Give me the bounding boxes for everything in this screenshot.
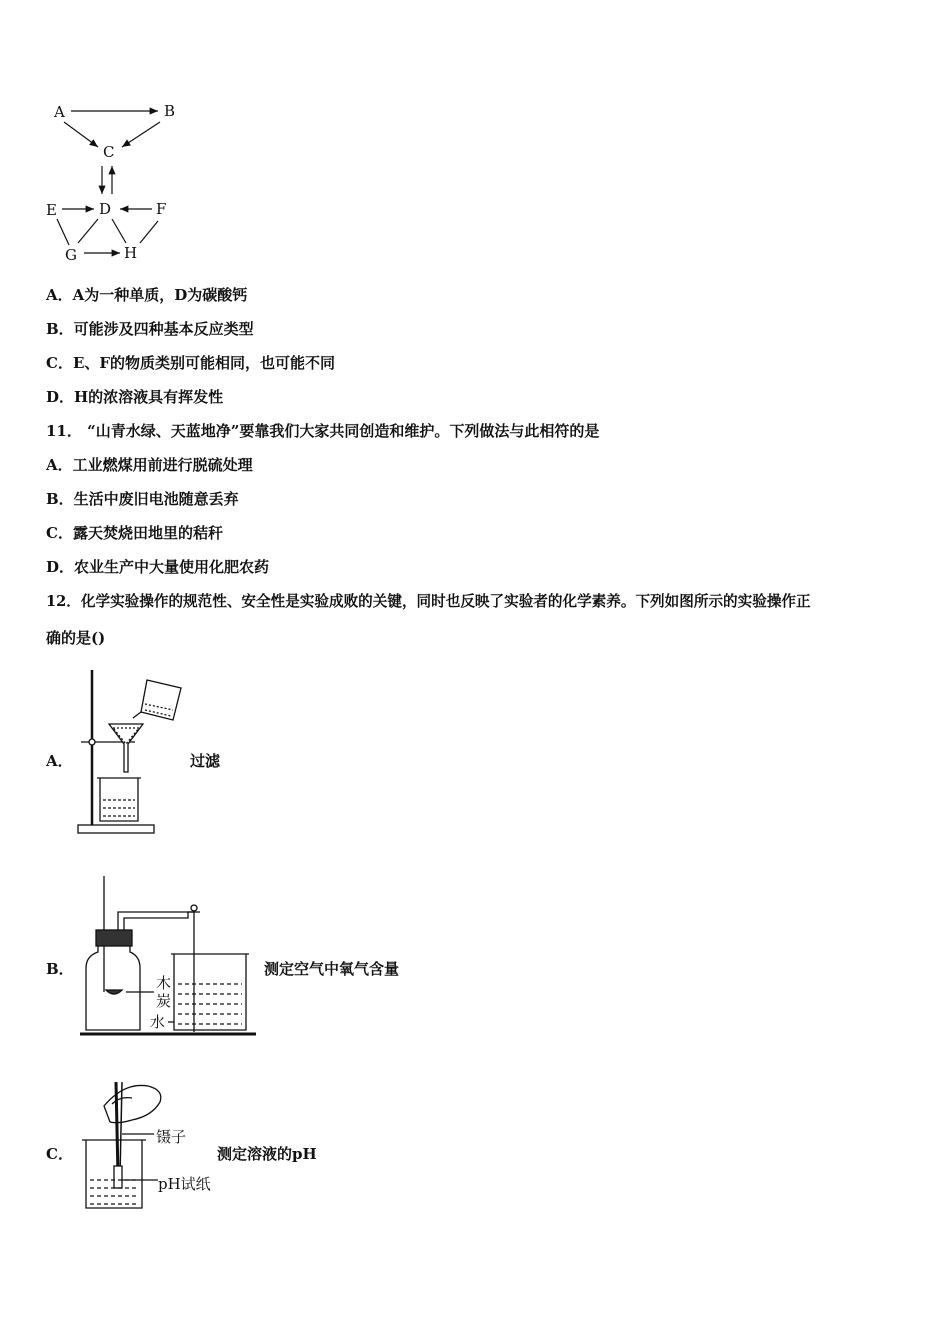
label-tweezers: 镊子 — [156, 1128, 187, 1146]
oxygen-measurement-figure — [78, 872, 268, 1040]
label-water: 水 — [150, 1013, 166, 1031]
line-f-h — [140, 221, 158, 243]
arrow-a-c — [64, 122, 98, 147]
label-charcoal-1: 木 — [156, 974, 172, 992]
q10-option-d: D．H的浓溶液具有挥发性 — [46, 388, 224, 406]
node-d: D — [99, 200, 112, 218]
q12-option-c-caption: 测定溶液的pH — [217, 1145, 317, 1163]
node-h: H — [124, 244, 138, 262]
node-e: E — [46, 201, 57, 219]
line-e-g — [57, 219, 69, 245]
q12-option-a-caption: 过滤 — [190, 752, 221, 770]
q12-option-c-letter: C． — [46, 1145, 73, 1163]
reaction-diagram — [40, 95, 190, 270]
q11-option-c: C．露天焚烧田地里的秸秆 — [46, 524, 223, 542]
q12-option-b-letter: B． — [46, 960, 74, 978]
node-f: F — [156, 200, 167, 218]
q10-option-b: B．可能涉及四种基本反应类型 — [46, 320, 254, 338]
q12-stem-line1: 12．化学实验操作的规范性、安全性是实验成败的关键，同时也反映了实验者的化学素养。下列如图所示的实验操作正 — [46, 593, 811, 610]
node-g: G — [65, 246, 77, 264]
line-d-g — [78, 219, 98, 243]
filtration-apparatus-figure — [75, 668, 185, 838]
q11-option-d: D．农业生产中大量使用化肥农药 — [46, 558, 270, 576]
label-charcoal-2: 炭 — [156, 992, 172, 1010]
node-b: B — [164, 102, 176, 120]
q11-stem: 11． “山青水绿、天蓝地净”要靠我们大家共同创造和维护。下列做法与此相符的是 — [46, 422, 600, 440]
node-a: A — [54, 103, 65, 121]
q10-option-a: A．A为一种单质，D为碳酸钙 — [46, 286, 248, 304]
label-ph-paper: pH试纸 — [158, 1175, 211, 1193]
arrow-b-c — [122, 122, 160, 147]
q12-option-b-caption: 测定空气中氧气含量 — [264, 960, 400, 978]
q11-option-a: A．工业燃煤用前进行脱硫处理 — [46, 456, 253, 474]
ph-measurement-figure — [80, 1076, 220, 1218]
line-d-h — [112, 219, 126, 243]
q11-option-b: B．生活中废旧电池随意丢弃 — [46, 490, 239, 508]
q10-option-c: C．E、F的物质类别可能相同，也可能不同 — [46, 354, 336, 372]
q12-option-a-letter: A． — [46, 752, 73, 770]
q12-stem-line2: 确的是() — [46, 629, 106, 647]
node-c: C — [103, 143, 115, 161]
